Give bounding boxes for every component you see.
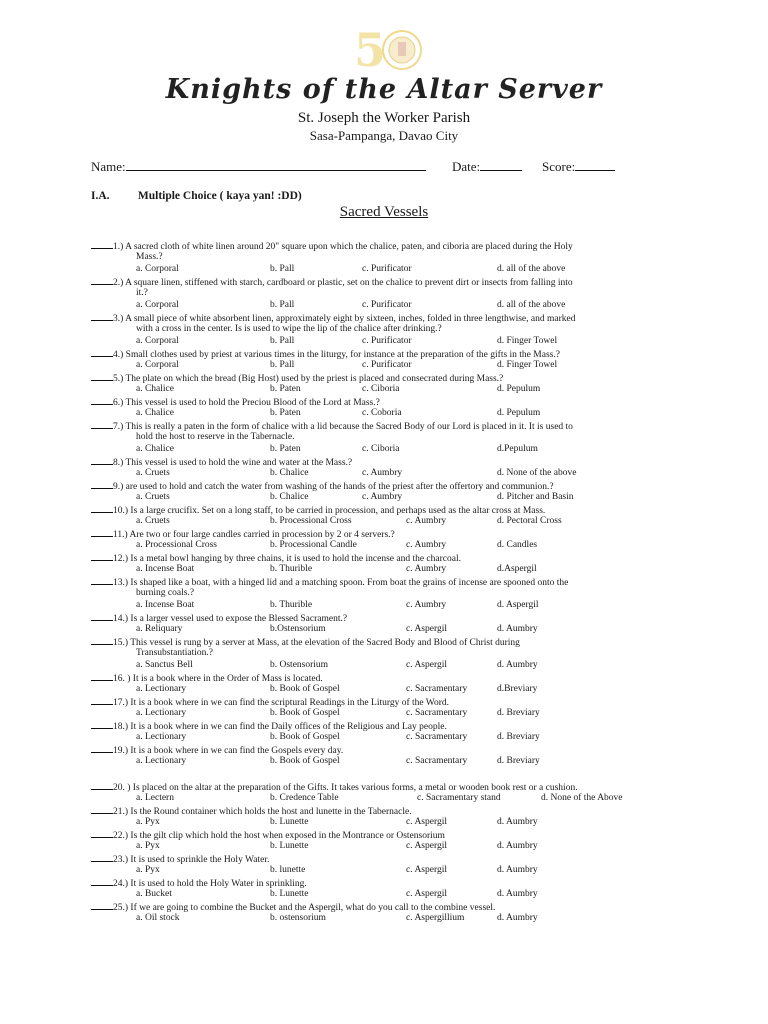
question-line: 22.) Is the gilt clip which hold the host when exposed in the Montrance or Ostensorium <box>113 831 445 841</box>
question-text <box>91 853 269 866</box>
topic-title: Sacred Vessels <box>339 204 429 220</box>
option-a[interactable]: a. Incense Boat <box>136 564 195 574</box>
question-line: 5.) The plate on which the bread (Big Host) used by the priest is placed and consecrated during Mass.? <box>113 374 504 384</box>
question-line: 9.) are used to hold and catch the water from washing of the hands of the priest after the offertory and communion.? <box>113 482 554 492</box>
question-line: 7.) This is really a paten in the form of chalice with a lid because the Sacred Body of our Lord is placed in it. It is used to <box>113 422 573 432</box>
answer-blank[interactable] <box>91 372 113 381</box>
question-line: 18.) It is a book where in we can find the Daily offices of the Religious and Lay people. <box>113 722 447 732</box>
option-c[interactable]: c. Sacramentary <box>406 684 468 694</box>
option-d[interactable]: d. Aumbry <box>497 913 538 923</box>
parish-logo <box>352 22 424 74</box>
option-a[interactable]: a. Corporal <box>136 300 179 310</box>
answer-blank[interactable] <box>91 312 113 321</box>
option-c[interactable]: c. Sacramentary <box>406 756 468 766</box>
question-line: 19.) It is a book where in we can find the Gospels every day. <box>113 746 344 756</box>
option-b[interactable]: b. Ostensorium <box>270 660 329 670</box>
option-d[interactable]: d. Pepulum <box>497 408 541 418</box>
option-c[interactable]: c. Aspergil <box>406 865 447 875</box>
date-field[interactable] <box>452 158 522 175</box>
question-continuation: it.? <box>136 288 148 298</box>
option-a[interactable]: a. Corporal <box>136 264 179 274</box>
option-d[interactable]: d. all of the above <box>497 264 566 274</box>
score-blank[interactable] <box>575 158 615 171</box>
option-c[interactable]: c. Aumbry <box>362 468 403 478</box>
option-a[interactable]: a. Bucket <box>136 889 172 899</box>
answer-blank[interactable] <box>91 480 113 489</box>
answer-blank[interactable] <box>91 853 113 862</box>
question-continuation: with a cross in the center. Is is used to wipe the lip of the chalice after drinking.? <box>136 324 442 334</box>
option-a[interactable]: a. Pyx <box>136 841 160 851</box>
question-line: 3.) A small piece of white absorbent linen, approximately eight by sixteen, inches, folded in three lengthwise, and marked <box>113 314 576 324</box>
answer-blank[interactable] <box>91 829 113 838</box>
option-c[interactable]: c. Ciboria <box>362 444 400 454</box>
option-d[interactable]: d. Breviary <box>497 708 540 718</box>
option-d[interactable]: d. None of the Above <box>541 793 623 803</box>
option-d[interactable]: d. Aumbry <box>497 865 538 875</box>
name-blank[interactable] <box>126 158 426 171</box>
parish-name: St. Joseph the Worker Parish <box>297 110 471 126</box>
option-c[interactable]: c. Aspergillium <box>406 913 465 923</box>
question-line: 8.) This vessel is used to hold the wine and water at the Mass.? <box>113 458 353 468</box>
answer-blank[interactable] <box>91 744 113 753</box>
option-c[interactable]: c. Purificator <box>362 264 412 274</box>
svg-text:5: 5 <box>354 23 387 74</box>
option-c[interactable]: c. Aspergil <box>406 660 447 670</box>
option-d[interactable]: d. None of the above <box>497 468 577 478</box>
answer-blank[interactable] <box>91 720 113 729</box>
date-label: Date: <box>452 159 481 174</box>
option-d[interactable]: d. Pectoral Cross <box>497 516 562 526</box>
option-a[interactable]: a. Pyx <box>136 817 160 827</box>
option-c[interactable]: c. Aspergil <box>406 624 447 634</box>
option-d[interactable]: d. Aumbry <box>497 660 538 670</box>
option-d[interactable]: d. Candles <box>497 540 538 550</box>
option-a[interactable]: a. Lectionary <box>136 756 187 766</box>
section-instruction: Multiple Choice ( kaya yan! :DD) <box>137 190 302 202</box>
answer-blank[interactable] <box>91 528 113 537</box>
option-a[interactable]: a. Chalice <box>136 408 174 418</box>
option-c[interactable]: c. Sacramentary <box>406 732 468 742</box>
option-c[interactable]: c. Coboria <box>362 408 402 418</box>
option-d[interactable]: d.Breviary <box>497 684 538 694</box>
question-line: 4.) Small clothes used by priest at various times in the liturgy, for instance at the preparation of the gifts in the Mass.? <box>113 350 560 360</box>
option-b[interactable]: b. Credence Table <box>270 793 339 803</box>
option-a[interactable]: a. Chalice <box>136 384 174 394</box>
option-d[interactable]: d. Aumbry <box>497 889 538 899</box>
option-a[interactable]: a. Corporal <box>136 360 179 370</box>
question-line: 11.) Are two or four large candles carried in procession by 2 or 4 servers.? <box>113 530 395 540</box>
question-text <box>91 396 380 409</box>
option-c[interactable]: c. Purificator <box>362 360 412 370</box>
option-b[interactable]: b. Lunette <box>270 841 309 851</box>
option-b[interactable]: b. Book of Gospel <box>270 684 340 694</box>
option-b[interactable]: b. Paten <box>270 408 301 418</box>
option-b[interactable]: b. Thurible <box>270 564 313 574</box>
option-a[interactable]: a. Chalice <box>136 444 174 454</box>
question-line: 21.) Is the Round container which holds the host and lunette in the Tabernacle. <box>113 807 412 817</box>
answer-blank[interactable] <box>91 396 113 405</box>
section-label: I.A. <box>91 190 110 202</box>
question-line: 2.) A square linen, stiffened with starch, cardboard or plastic, set on the chalice to prevent dirt or insects from falling into <box>113 278 573 288</box>
answer-blank[interactable] <box>91 504 113 513</box>
answer-blank[interactable] <box>91 805 113 814</box>
answer-blank[interactable] <box>91 348 113 357</box>
question-text <box>91 276 573 289</box>
name-label: Name: <box>91 159 126 174</box>
option-b[interactable]: b. Book of Gospel <box>270 708 340 718</box>
score-label: Score: <box>542 159 576 174</box>
option-d[interactable]: d. Aspergil <box>497 600 539 610</box>
option-d[interactable]: d. Pepulum <box>497 384 541 394</box>
section-heading <box>91 190 302 202</box>
name-field[interactable] <box>91 158 426 175</box>
option-c[interactable]: c. Aumbry <box>406 564 447 574</box>
question-continuation: burning coals.? <box>136 588 195 598</box>
question-line: 25.) If we are going to combine the Bucket and the Aspergil, what do you call to the combine vessel. <box>113 903 496 913</box>
question-text <box>91 456 352 469</box>
option-a[interactable]: a. Reliquary <box>136 624 183 634</box>
question-line: 13.) Is shaped like a boat, with a hinged lid and a matching spoon. From boat the grains of incense are spooned onto the <box>113 578 569 588</box>
question-text <box>91 240 573 253</box>
option-a[interactable]: a. Lectern <box>136 793 174 803</box>
question-line: 6.) This vessel is used to hold the Preciou Blood of the Lord at Mass.? <box>113 398 380 408</box>
option-a[interactable]: a. Oil stock <box>136 913 180 923</box>
answer-blank[interactable] <box>91 612 113 621</box>
option-c[interactable]: c. Sacramentary <box>406 708 468 718</box>
option-d[interactable]: d.Pepulum <box>497 444 538 454</box>
answer-blank[interactable] <box>91 552 113 561</box>
option-c[interactable]: c. Aspergil <box>406 889 447 899</box>
answer-blank[interactable] <box>91 901 113 910</box>
option-a[interactable]: a. Cruets <box>136 516 170 526</box>
option-a[interactable]: a. Pyx <box>136 865 160 875</box>
option-b[interactable]: b. Paten <box>270 444 301 454</box>
option-d[interactable]: d. Finger Towel <box>497 360 558 370</box>
option-b[interactable]: b. Book of Gospel <box>270 732 340 742</box>
option-c[interactable]: c. Aumbry <box>406 600 447 610</box>
option-b[interactable]: b. Paten <box>270 384 301 394</box>
question-line: 24.) It is used to hold the Holy Water in sprinkling. <box>113 879 307 889</box>
option-b[interactable]: b. Lunette <box>270 817 309 827</box>
answer-blank[interactable] <box>91 420 113 429</box>
option-b[interactable]: b. Processional Candle <box>270 540 357 550</box>
option-c[interactable]: c. Aumbry <box>362 492 403 502</box>
question-line: 10.) Is a large crucifix. Set on a long staff, to be carried in procession, and perhaps used as the altar cross at Mass. <box>113 506 546 516</box>
option-a[interactable]: a. Lectionary <box>136 732 187 742</box>
option-a[interactable]: a. Corporal <box>136 336 179 346</box>
question-continuation: Transubstantiation.? <box>136 648 213 658</box>
option-d[interactable]: d. Finger Towel <box>497 336 558 346</box>
answer-blank[interactable] <box>91 576 113 585</box>
option-c[interactable]: c. Aumbry <box>406 516 447 526</box>
option-c[interactable]: c. Aspergil <box>406 841 447 851</box>
option-a[interactable]: a. Lectionary <box>136 684 187 694</box>
question-line: 16. ) It is a book where in the Order of Mass is located. <box>113 674 323 684</box>
option-a[interactable]: a. Processional Cross <box>136 540 218 550</box>
option-c[interactable]: c. Aspergil <box>406 817 447 827</box>
option-b[interactable]: b. Pall <box>270 360 295 370</box>
option-d[interactable]: d. Pitcher and Basin <box>497 492 574 502</box>
option-b[interactable]: b. Pall <box>270 300 295 310</box>
question-line: 1.) A sacred cloth of white linen around 20" square upon which the chalice, paten, and ciboria are placed during the Holy <box>113 242 573 252</box>
option-a[interactable]: a. Cruets <box>136 468 170 478</box>
option-b[interactable]: b. ostensorium <box>270 913 326 923</box>
score-field[interactable] <box>542 158 615 175</box>
question-line: 17.) It is a book where in we can find the scriptural Readings in the Liturgy of the Word. <box>113 698 450 708</box>
option-c[interactable]: c. Purificator <box>362 300 412 310</box>
answer-blank[interactable] <box>91 240 113 249</box>
question-line: 14.) Is a larger vessel used to expose the Blessed Sacrament.? <box>113 614 348 624</box>
question-continuation: hold the host to reserve in the Tabernacle. <box>136 432 295 442</box>
option-b[interactable]: b. Book of Gospel <box>270 756 340 766</box>
option-a[interactable]: a. Lectionary <box>136 708 187 718</box>
parish-location: Sasa-Pampanga, Davao City <box>309 128 459 143</box>
date-blank[interactable] <box>480 158 522 171</box>
question-line: 15.) This vessel is rung by a server at Mass, at the elevation of the Sacred Body and Blood of Christ during <box>113 638 520 648</box>
answer-blank[interactable] <box>91 636 113 645</box>
answer-blank[interactable] <box>91 456 113 465</box>
option-b[interactable]: b.Ostensorium <box>270 624 326 634</box>
option-b[interactable]: b. Lunette <box>270 889 309 899</box>
option-a[interactable]: a. Sanctus Bell <box>136 660 193 670</box>
option-d[interactable]: d. Breviary <box>497 756 540 766</box>
option-d[interactable]: d.Aspergil <box>497 564 537 574</box>
option-c[interactable]: c. Sacramentary stand <box>417 793 501 803</box>
option-a[interactable]: a. Cruets <box>136 492 170 502</box>
question-line: 12.) Is a metal bowl hanging by three chains, it is used to hold the incense and the charcoal. <box>113 554 461 564</box>
option-c[interactable]: c. Purificator <box>362 336 412 346</box>
option-b[interactable]: b. Pall <box>270 336 295 346</box>
option-a[interactable]: a. Incense Boat <box>136 600 195 610</box>
option-b[interactable]: b. Processional Cross <box>270 516 352 526</box>
answer-blank[interactable] <box>91 672 113 681</box>
option-d[interactable]: d. all of the above <box>497 300 566 310</box>
option-c[interactable]: c. Aumbry <box>406 540 447 550</box>
answer-blank[interactable] <box>91 276 113 285</box>
answer-blank[interactable] <box>91 781 113 790</box>
option-d[interactable]: d. Breviary <box>497 732 540 742</box>
option-d[interactable]: d. Aumbry <box>497 841 538 851</box>
question-continuation: Mass.? <box>136 252 163 262</box>
option-b[interactable]: b. Chalice <box>270 468 309 478</box>
option-d[interactable]: d. Aumbry <box>497 817 538 827</box>
question-line: 20. ) Is placed on the altar at the preparation of the Gifts. It takes various forms, a metal or wooden book rest or a cushion. <box>113 783 578 793</box>
option-b[interactable]: b. Chalice <box>270 492 309 502</box>
option-c[interactable]: c. Ciboria <box>362 384 400 394</box>
answer-blank[interactable] <box>91 877 113 886</box>
option-b[interactable]: b. Thurible <box>270 600 313 610</box>
question-line: 23.) It is used to sprinkle the Holy Water. <box>113 855 270 865</box>
document-title: Knights of the Altar Server <box>165 74 603 105</box>
answer-blank[interactable] <box>91 696 113 705</box>
option-b[interactable]: b. Pall <box>270 264 295 274</box>
option-b[interactable]: b. lunette <box>270 865 306 875</box>
option-d[interactable]: d. Aumbry <box>497 624 538 634</box>
